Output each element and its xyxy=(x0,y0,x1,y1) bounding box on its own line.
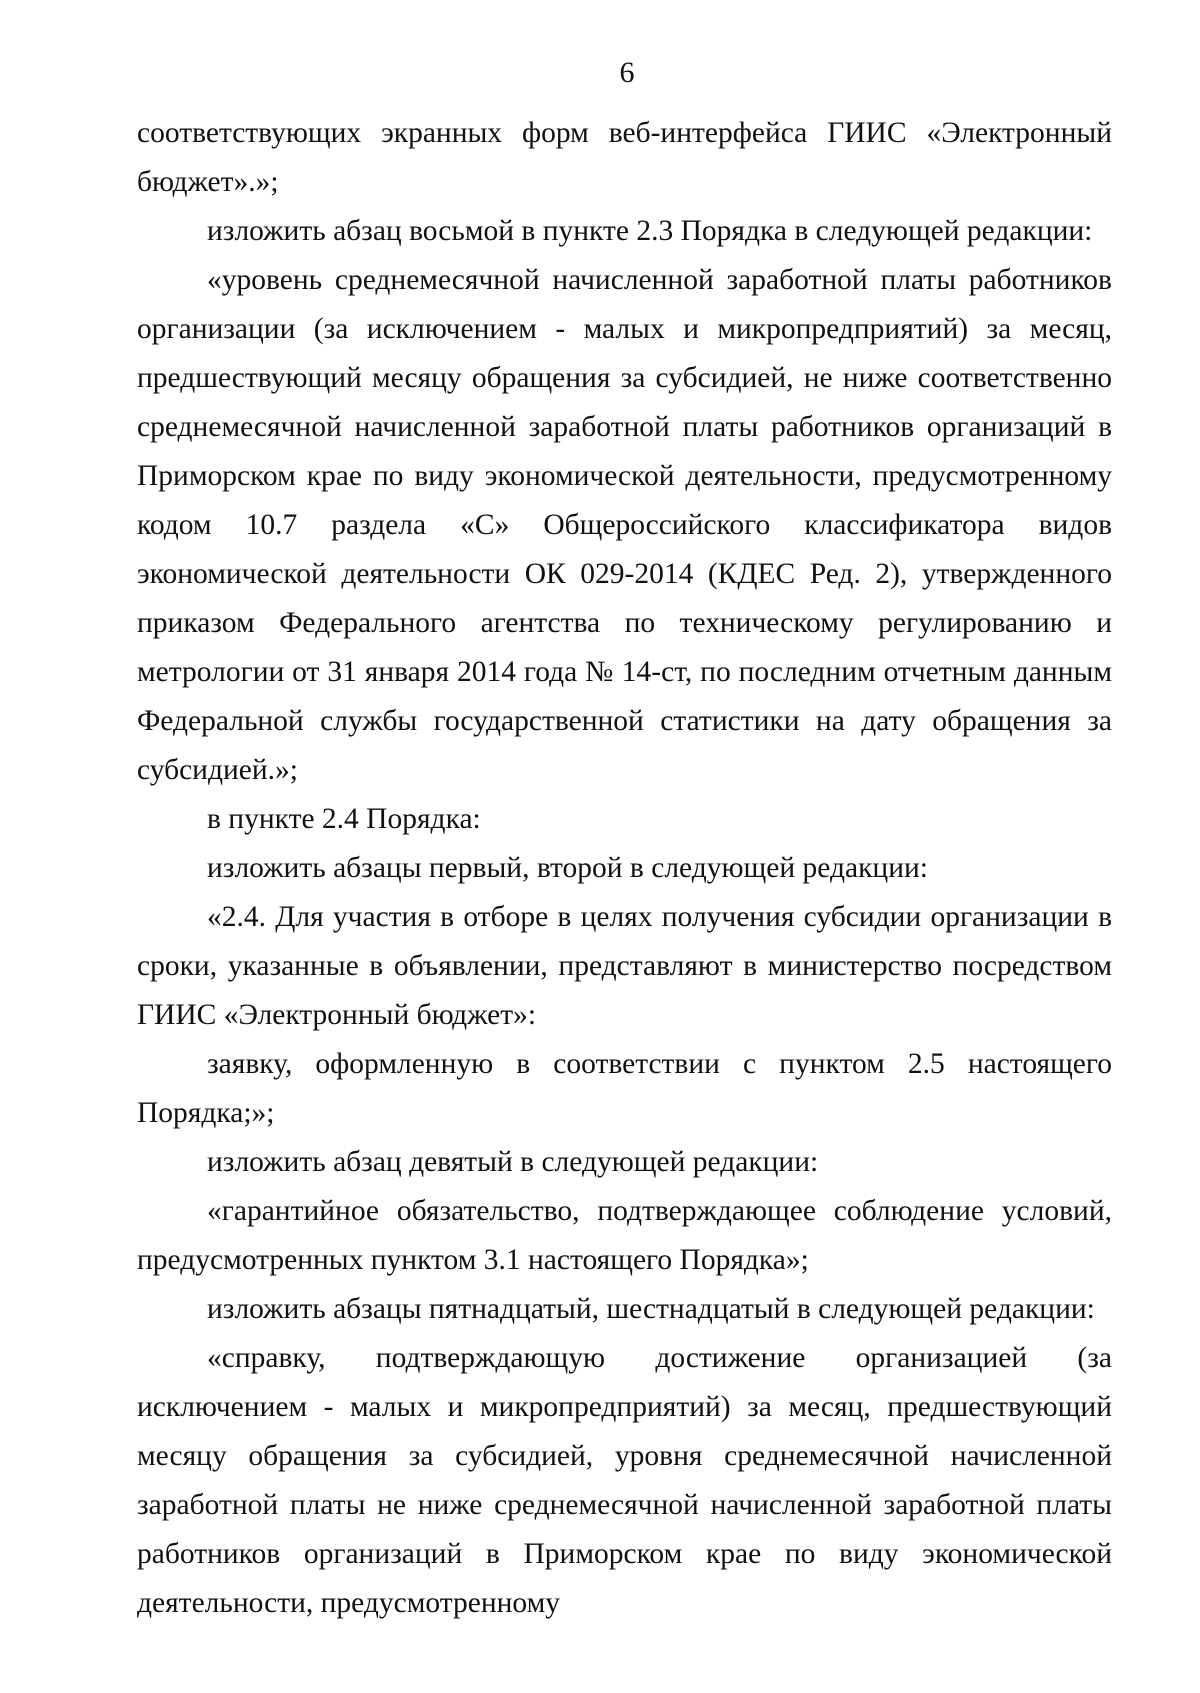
paragraph-amend-first-second: изложить абзацы первый, второй в следующей редакции: xyxy=(207,852,928,884)
document-body xyxy=(137,109,1112,1628)
paragraph-continuation: соответствующих экранных форм веб-интерфейса ГИИС «Электронный бюджет».»; xyxy=(137,117,1112,198)
paragraph-amend-fifteenth-sixteenth: изложить абзацы пятнадцатый, шестнадцатый в следующей редакции: xyxy=(207,1293,1095,1325)
paragraph-application: заявку, оформленную в соответствии с пунктом 2.5 настоящего Порядка;»; xyxy=(137,1048,1112,1129)
paragraph-point-2-4: в пункте 2.4 Порядка: xyxy=(207,803,481,835)
paragraph-certificate: «справку, подтверждающую достижение организацией (за исключением - малых и микропредприятий) за месяц, предшествующий месяцу обращения за субсидией, уровня среднемесячной начисленной заработной платы не ниже среднемесячной начисленной заработной платы работников организаций в Приморском крае по виду экономической деятельности, предусмотренному xyxy=(137,1342,1112,1619)
paragraph-2-4-text: «2.4. Для участия в отборе в целях получения субсидии организации в сроки, указанные в объявлении, представляют в министерство посредством ГИИС «Электронный бюджет»: xyxy=(137,901,1112,1031)
paragraph-amend-ninth: изложить абзац девятый в следующей редакции: xyxy=(207,1146,819,1178)
paragraph-amend-point-2-3: изложить абзац восьмой в пункте 2.3 Порядка в следующей редакции: xyxy=(207,215,1093,247)
paragraph-guarantee: «гарантийное обязательство, подтверждающее соблюдение условий, предусмотренных пунктом 3.1 настоящего Порядка»; xyxy=(137,1195,1112,1276)
page-number: 6 xyxy=(619,56,635,89)
paragraph-salary-level: «уровень среднемесячной начисленной заработной платы работников организации (за исключением - малых и микропредприятий) за месяц, предшествующий месяцу обращения за субсидией, не ниже соответственно среднемесячной начисленной заработной платы работников организаций в Приморском крае по виду экономической деятельности, предусмотренному кодом 10.7 раздела «С» Общероссийского классификатора видов экономической деятельности ОК 029-2014 (КДЕС Ред. 2), утвержденного приказом Федерального агентства по техническому регулированию и метрологии от 31 января 2014 года № 14-ст, по последним отчетным данным Федеральной службы государственной статистики на дату обращения за субсидией.»; xyxy=(137,264,1112,786)
